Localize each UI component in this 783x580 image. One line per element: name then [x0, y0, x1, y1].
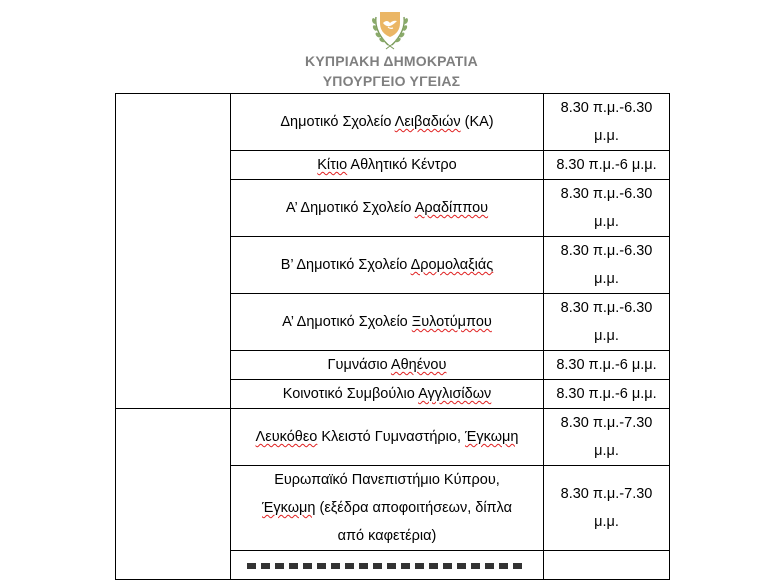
table-row [116, 94, 670, 151]
location-cell: Κίτιο Αθλητικό Κέντρο [231, 151, 544, 180]
hours-cell: 8.30 π.μ.-7.30 μ.μ. [544, 466, 670, 551]
location-cell: Λευκόθεο Κλειστό Γυμναστήριο, Έγκωμη [231, 409, 544, 466]
location-cell: Ευρωπαϊκό Πανεπιστήμιο Κύπρου, Έγκωμη (εξέδρα αποφοιτήσεων, δίπλα από καφετέρια) [231, 466, 544, 551]
table-row [116, 409, 670, 466]
hours-cell: 8.30 π.μ.-6.30 μ.μ. [544, 180, 670, 237]
location-cell: Κοινοτικό Συμβούλιο Αγγλισίδων [231, 380, 544, 409]
location-cell: Δημοτικό Σχολείο Λειβαδιών (ΚΑ) [231, 94, 544, 151]
spellcheck-flagged-word: Δρομολαξιάς [410, 257, 494, 273]
hours-cell: 8.30 π.μ.-6 μ.μ. [544, 151, 670, 180]
spellcheck-flagged-word: Αθηένου [390, 357, 447, 373]
location-cell: Γυμνάσιο Αθηένου [231, 351, 544, 380]
spellcheck-flagged-word: Λειβαδιών [394, 114, 461, 130]
district-cell [116, 409, 231, 580]
ministry-heading: ΥΠΟΥΡΓΕΙΟ ΥΓΕΙΑΣ [322, 73, 461, 89]
location-cell: Β’ Δημοτικό Σχολείο Δρομολαξιάς [231, 237, 544, 294]
location-cell: Α’ Δημοτικό Σχολείο Ξυλοτύμπου [231, 294, 544, 351]
location-cell: Α’ Δημοτικό Σχολείο Αραδίππου [231, 180, 544, 237]
hours-cell: 8.30 π.μ.-6.30 μ.μ. [544, 237, 670, 294]
spellcheck-flagged-word: Κίτιο [317, 157, 348, 173]
spellcheck-flagged-word: Λευκόθεο [255, 429, 318, 445]
spellcheck-flagged-word: Αγγλισίδων [418, 386, 492, 402]
cut-off-text [247, 563, 527, 569]
document-header [0, 0, 783, 93]
hours-cell: 8.30 π.μ.-6.30 μ.μ. [544, 294, 670, 351]
hours-cell [544, 551, 670, 580]
spellcheck-flagged-word: Έγκωμη [465, 429, 519, 445]
location-cell [231, 551, 544, 580]
spellcheck-flagged-word: Ξυλοτύμπου [411, 314, 492, 330]
vaccination-centers-table [115, 93, 670, 580]
hours-cell: 8.30 π.μ.-6 μ.μ. [544, 380, 670, 409]
district-cell [116, 94, 231, 409]
cyprus-coat-of-arms-icon [368, 9, 412, 51]
hours-cell: 8.30 π.μ.-6.30 μ.μ. [544, 94, 670, 151]
republic-heading: ΚΥΠΡΙΑΚΗ ΔΗΜΟΚΡΑΤΙΑ [305, 53, 478, 69]
hours-cell: 8.30 π.μ.-7.30 μ.μ. [544, 409, 670, 466]
spellcheck-flagged-word: Έγκωμη [262, 500, 316, 516]
hours-cell: 8.30 π.μ.-6 μ.μ. [544, 351, 670, 380]
spellcheck-flagged-word: Αραδίππου [414, 200, 489, 216]
